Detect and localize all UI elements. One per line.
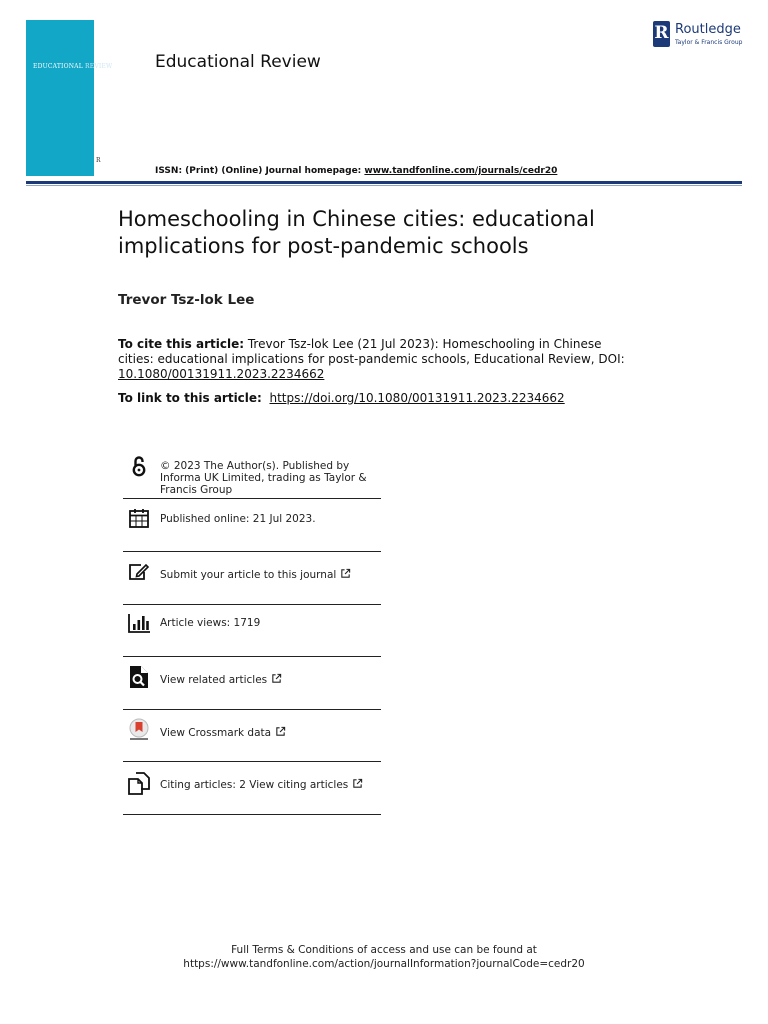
- routledge-logo-icon: R: [653, 21, 670, 47]
- open-access-text: © 2023 The Author(s). Published by Informa UK Limited, trading as Taylor & Francis Group: [160, 460, 367, 496]
- issn-line: [155, 166, 557, 176]
- citing-documents-icon: [127, 771, 151, 795]
- cite-label: To cite this article:: [118, 337, 245, 351]
- article-title: [118, 206, 678, 260]
- bar-chart-icon: [127, 611, 151, 635]
- related-articles-link[interactable]: View related articles: [160, 674, 268, 686]
- published-online-row: [123, 506, 381, 536]
- journal-name: Educational Review: [155, 52, 321, 72]
- footer-terms-url[interactable]: https://www.tandfonline.com/action/journalInformation?journalCode=cedr20: [183, 958, 585, 970]
- cover-publisher-mark: R: [96, 157, 101, 164]
- issn-text: ISSN: (Print) (Online) Journal homepage:: [155, 166, 365, 176]
- crossmark-link[interactable]: View Crossmark data: [160, 727, 272, 739]
- footer-terms-text: Full Terms & Conditions of access and use can be found at: [231, 944, 537, 956]
- publisher-logo: [653, 21, 745, 49]
- article-title-line-1: Homeschooling in Chinese cities: educational: [118, 207, 595, 231]
- published-online-text: Published online: 21 Jul 2023.: [160, 513, 316, 525]
- citing-articles-row[interactable]: [123, 771, 381, 801]
- journal-cover-thumbnail: [26, 20, 113, 176]
- list-divider: [123, 604, 381, 605]
- crossmark-row[interactable]: [123, 718, 381, 748]
- search-document-icon: [127, 665, 151, 689]
- submit-article-row[interactable]: [123, 560, 381, 590]
- article-author: Trevor Tsz-lok Lee: [118, 292, 255, 308]
- cite-doi-link[interactable]: 10.1080/00131911.2023.2234662: [118, 367, 325, 381]
- cover-title: EDUCATIONAL REVIEW: [33, 63, 113, 70]
- article-views-row: [123, 611, 381, 641]
- list-divider: [123, 709, 381, 710]
- citing-articles-link[interactable]: Citing articles: 2 View citing articles: [160, 779, 349, 791]
- list-divider: [123, 761, 381, 762]
- publisher-logo-word: Routledge: [675, 22, 741, 37]
- header-divider-thin: [26, 185, 742, 186]
- calendar-icon: [127, 506, 151, 530]
- cite-text: Trevor Tsz-lok Lee (21 Jul 2023): Homeschooling in Chinese cities: educational implications for post-pandemic schools, Educational Review, DOI:: [118, 337, 625, 366]
- list-divider: [123, 551, 381, 552]
- related-articles-row[interactable]: [123, 665, 381, 695]
- list-divider: [123, 814, 381, 815]
- link-label: To link to this article:: [118, 391, 262, 405]
- external-link-icon: [340, 568, 351, 579]
- external-link-icon: [275, 726, 286, 737]
- article-doi-link[interactable]: https://doi.org/10.1080/00131911.2023.2234662: [269, 391, 565, 405]
- publisher-logo-sub: Taylor & Francis Group: [675, 39, 743, 46]
- article-title-line-2: implications for post-pandemic schools: [118, 234, 529, 258]
- external-link-icon: [352, 778, 363, 789]
- list-divider: [123, 498, 381, 499]
- crossmark-icon: [127, 718, 151, 742]
- journal-homepage-link[interactable]: www.tandfonline.com/journals/cedr20: [364, 166, 558, 176]
- list-divider: [123, 656, 381, 657]
- external-link-icon: [271, 673, 282, 684]
- submit-article-link[interactable]: Submit your article to this journal: [160, 569, 337, 581]
- edit-icon: [127, 560, 151, 584]
- open-access-icon: [127, 455, 151, 479]
- article-views-text: Article views: 1719: [160, 617, 261, 629]
- footer: [0, 943, 768, 971]
- citation-block: [118, 337, 638, 382]
- open-access-row: [123, 455, 381, 499]
- article-link-block: [118, 391, 565, 405]
